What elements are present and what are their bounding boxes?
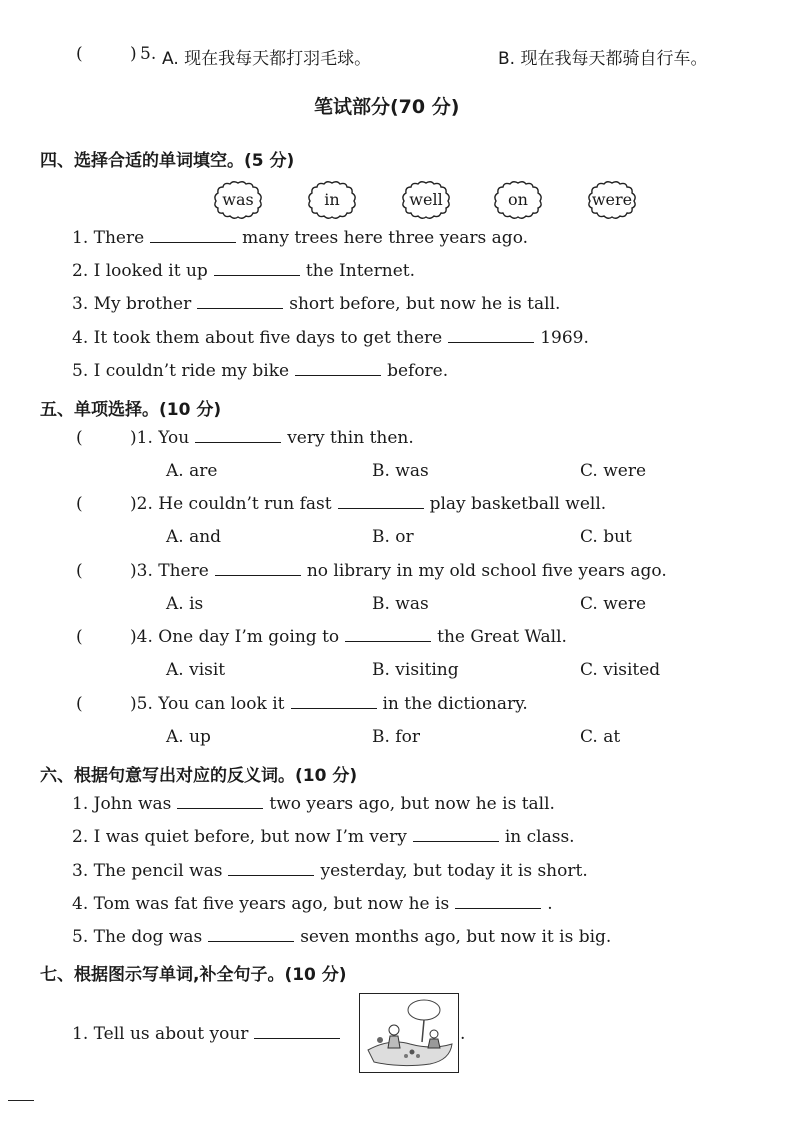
item-text-after: very thin then. [287, 428, 414, 448]
option-a[interactable]: A. is [166, 594, 204, 614]
mc-question [130, 627, 567, 647]
fill-blank-item [72, 861, 588, 881]
item-text-before: 4. It took them about five days to get there [72, 328, 443, 348]
item-text-after: many trees here three years ago. [242, 228, 529, 248]
item-text-after: short before, but now he is tall. [289, 294, 561, 314]
item-text-before: You can look it [158, 694, 285, 714]
top-option-b: B. 现在我每天都骑自行车。 [498, 49, 708, 69]
answer-blank[interactable] [291, 694, 377, 709]
section6-heading: 六、根据句意写出对应的反义词。(10 分) [40, 766, 358, 786]
word-bank-word: on [508, 190, 528, 209]
answer-blank[interactable] [413, 827, 499, 842]
option-b[interactable]: B. was [372, 461, 429, 481]
answer-blank[interactable] [448, 328, 534, 343]
mc-question [130, 428, 414, 448]
section5-heading: 五、单项选择。(10 分) [40, 400, 222, 420]
item-text-after: yesterday, but today it is short. [320, 861, 588, 881]
section7-heading: 七、根据图示写单词,补全句子。(10 分) [40, 965, 347, 985]
answer-blank[interactable] [197, 294, 283, 309]
item-text-after: no library in my old school five years ago. [306, 561, 667, 581]
top-question-number: 5. [140, 44, 157, 64]
answer-blank[interactable] [208, 927, 294, 942]
item-text-after: . [547, 894, 553, 914]
item-text-before: 3. The pencil was [72, 861, 223, 881]
item-text-after: 1969. [540, 328, 589, 348]
top-paren-open: ( [76, 44, 83, 64]
item-text-after: two years ago, but now he is tall. [269, 794, 555, 814]
answer-blank[interactable] [214, 261, 300, 276]
top-paren-close: ) [130, 44, 137, 64]
answer-paren-open: ( [76, 428, 83, 448]
fill-blank-item [72, 894, 553, 914]
answer-blank[interactable] [228, 861, 314, 876]
fill-blank-item [72, 1024, 346, 1044]
item-text-before: 1. John was [72, 794, 172, 814]
sentence-period: . [460, 1024, 466, 1044]
option-b[interactable]: B. was [372, 594, 429, 614]
option-c[interactable]: C. visited [580, 660, 661, 680]
word-bank-word: in [324, 190, 340, 209]
option-c[interactable]: C. were [580, 594, 647, 614]
option-a[interactable]: A. are [166, 461, 218, 481]
question-number: )1. [130, 428, 153, 448]
question-number: )3. [130, 561, 153, 581]
answer-blank[interactable] [455, 894, 541, 909]
page-corner-mark [8, 1100, 34, 1101]
mc-question [130, 561, 667, 581]
word-bank-word: was [222, 190, 254, 209]
option-a[interactable]: A. up [166, 727, 211, 747]
mc-question [130, 694, 528, 714]
answer-blank[interactable] [254, 1024, 340, 1039]
option-b[interactable]: B. for [372, 727, 420, 747]
answer-paren-open: ( [76, 694, 83, 714]
item-text-before: There [158, 561, 209, 581]
top-option-a: A. 现在我每天都打羽毛球。 [162, 49, 372, 69]
answer-blank[interactable] [195, 428, 281, 443]
fill-blank-item [72, 294, 560, 314]
answer-blank[interactable] [215, 561, 301, 576]
answer-blank[interactable] [345, 627, 431, 642]
item-text-before: 1. Tell us about your [72, 1024, 249, 1044]
option-c[interactable]: C. were [580, 461, 647, 481]
answer-blank[interactable] [177, 794, 263, 809]
fill-blank-item [72, 361, 448, 381]
option-b[interactable]: B. or [372, 527, 414, 547]
option-a[interactable]: A. visit [166, 660, 226, 680]
picnic-scene-icon [360, 994, 458, 1072]
fill-blank-item [72, 328, 589, 348]
item-text-after: in the dictionary. [382, 694, 528, 714]
fill-blank-item [72, 794, 555, 814]
word-bank-word: well [409, 190, 443, 209]
question-number: )2. [130, 494, 153, 514]
answer-paren-open: ( [76, 561, 83, 581]
fill-blank-item [72, 827, 575, 847]
item-text-after: play basketball well. [429, 494, 607, 514]
option-c[interactable]: C. at [580, 727, 621, 747]
option-b[interactable]: B. visiting [372, 660, 459, 680]
item-text-before: 2. I looked it up [72, 261, 208, 281]
answer-blank[interactable] [338, 494, 424, 509]
section-title: 笔试部分(70 分) [314, 96, 460, 118]
item-text-after: before. [387, 361, 449, 381]
fill-blank-item [72, 261, 415, 281]
fill-blank-item [72, 228, 528, 248]
item-text-before: 5. The dog was [72, 927, 203, 947]
item-text-before: One day I’m going to [158, 627, 340, 647]
mc-question [130, 494, 606, 514]
item-text-after: the Great Wall. [437, 627, 567, 647]
answer-blank[interactable] [150, 228, 236, 243]
question-number: )5. [130, 694, 153, 714]
item-text-before: 3. My brother [72, 294, 192, 314]
item-text-after: the Internet. [305, 261, 415, 281]
fill-blank-item [72, 927, 611, 947]
option-c[interactable]: C. but [580, 527, 632, 547]
word-bank-flower [212, 180, 264, 220]
question-number: )4. [130, 627, 153, 647]
item-text-before: 1. There [72, 228, 145, 248]
word-bank-word: were [591, 190, 633, 209]
word-bank-flower [400, 180, 452, 220]
item-text-before: 5. I couldn’t ride my bike [72, 361, 290, 381]
word-bank-flower [306, 180, 358, 220]
picnic-picture [359, 993, 459, 1073]
answer-blank[interactable] [295, 361, 381, 376]
word-bank-flower [586, 180, 638, 220]
word-bank-flower [492, 180, 544, 220]
option-a[interactable]: A. and [166, 527, 222, 547]
item-text-after: seven months ago, but now it is big. [300, 927, 612, 947]
item-text-before: 2. I was quiet before, but now I’m very [72, 827, 407, 847]
answer-paren-open: ( [76, 627, 83, 647]
item-text-after: in class. [504, 827, 575, 847]
answer-paren-open: ( [76, 494, 83, 514]
item-text-before: 4. Tom was fat five years ago, but now he is [72, 894, 450, 914]
item-text-before: He couldn’t run fast [158, 494, 332, 514]
section4-heading: 四、选择合适的单词填空。(5 分) [40, 151, 295, 171]
item-text-before: You [158, 428, 190, 448]
